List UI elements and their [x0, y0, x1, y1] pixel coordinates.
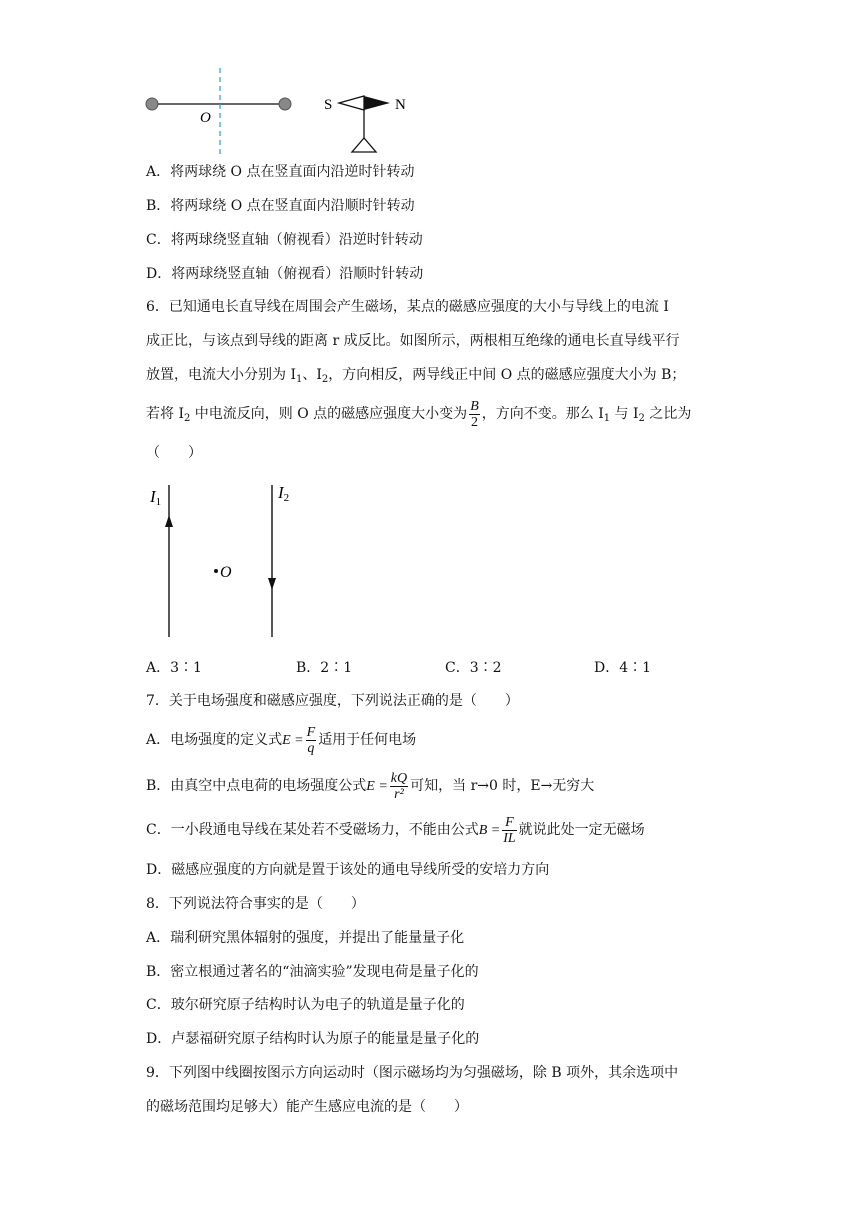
q8-option-c: C．玻尔研究原子结构时认为电子的轨道是量子化的 — [146, 997, 465, 1013]
q7-option-d: D．磁感应强度的方向就是置于该处的通电导线所受的安培力方向 — [146, 862, 550, 878]
figure-parallel-wires — [140, 475, 310, 645]
q6-stem-line-2: 成正比，与该点到导线的距离 r 成反比。如图所示，两根相互绝缘的通电长直导线平行 — [146, 333, 680, 349]
q5-option-c: C．将两球绕竖直轴（俯视看）沿逆时针转动 — [146, 232, 423, 248]
label-o: O — [200, 110, 211, 126]
label-i2: I2 — [278, 483, 290, 504]
q7-option-a: A．电场强度的定义式E = $\frac{F}{q}$ 适用于任何电场 — [146, 724, 417, 756]
q6-option-d: D．4∶1 — [594, 660, 652, 676]
q5-option-b: B．将两球绕 O 点在竖直面内沿顺时针转动 — [146, 198, 415, 214]
q7-stem: 7．关于电场强度和磁感应强度，下列说法正确的是（ ） — [146, 693, 519, 709]
q6-option-c: C．3∶2 — [445, 660, 502, 676]
q6-answer-paren: （ ） — [146, 445, 202, 461]
q9-stem-line-1: 9．下列图中线圈按图示方向运动时（图示磁场均为匀强磁场，除 B 项外，其余选项中 — [146, 1065, 679, 1081]
q6-stem-line-4: 若将 $I_2$ 中电流反向，则 O 点的磁感应强度大小变为 $\frac{B}{2}$ ，方向不变。那么 $I_1$ 与 $I_2$ 之比为 — [146, 398, 692, 430]
label-i1: I1 — [150, 487, 162, 508]
q6-option-a: A．3∶1 — [146, 660, 202, 676]
q6-stem-line-3: 放置，电流大小分别为 $I_1$、$I_2$，方向相反，两导线正中间 O 点的磁感应强度大小为 B； — [146, 367, 686, 385]
q8-option-b: B．密立根通过著名的“油滴实验”发现电荷是量子化的 — [146, 964, 479, 980]
fraction-b-over-2: $\frac{B}{2}$ — [470, 398, 479, 430]
q7-option-c: C．一小段通电导线在某处若不受磁场力，不能由公式B = $\frac{F}{IL}$ 就说此处一定无磁场 — [146, 814, 645, 846]
label-o-point: O — [220, 564, 232, 581]
q9-stem-line-2: 的磁场范围均足够大）能产生感应电流的是（ ） — [146, 1099, 468, 1115]
q8-option-a: A．瑞利研究黑体辐射的强度，并提出了能量量子化 — [146, 930, 465, 946]
figure-balls-and-compass — [140, 60, 430, 160]
label-s: S — [324, 97, 333, 113]
q6-stem-line-1: 6．已知通电长直导线在周围会产生磁场，某点的磁感应强度的大小与导线上的电流 I — [146, 299, 669, 315]
q8-stem: 8．下列说法符合事实的是（ ） — [146, 896, 365, 912]
q8-option-d: D．卢瑟福研究原子结构时认为原子的能量是量子化的 — [146, 1031, 480, 1047]
label-n: N — [395, 97, 406, 113]
q5-option-a: A．将两球绕 O 点在竖直面内沿逆时针转动 — [146, 164, 415, 180]
q7-option-b: B．由真空中点电荷的电场强度公式E = $\frac{kQ}{\text{r²}}$ 可知，当 r→0 时，E→无穷大 — [146, 770, 595, 802]
q6-option-b: B．2∶1 — [296, 660, 353, 676]
q5-option-d: D．将两球绕竖直轴（俯视看）沿顺时针转动 — [146, 266, 424, 282]
